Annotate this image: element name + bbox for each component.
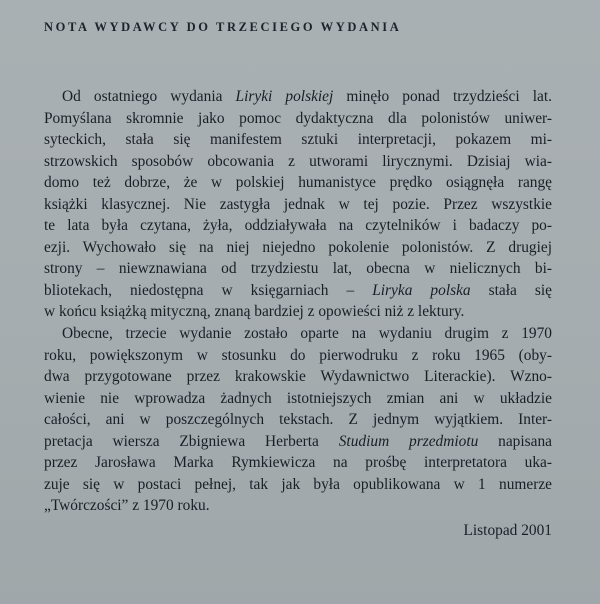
- poem-title: Studium przedmiotu: [338, 432, 479, 450]
- signature-date: Listopad 2001: [463, 521, 552, 539]
- text-line: ezji. Wychowało się na niej niejedno pokolenie polonistów. Z drugiej: [44, 238, 552, 256]
- text-line: roku, powiększonym w stosunku do pierwodruku z roku 1965 (oby-: [44, 346, 552, 364]
- text-line: w końcu książką mityczną, znaną bardziej z opowieści niż z lektury.: [44, 303, 465, 321]
- text-line: te lata była czytana, żyła, oddziaływała na czytelników i badaczy po-: [44, 217, 552, 235]
- text-line: Pomyślana skromnie jako pomoc dydaktyczna dla polonistów uniwer-: [44, 109, 552, 127]
- text-line: „Twórczości” z 1970 roku.: [44, 497, 210, 515]
- body-text: [44, 86, 552, 541]
- text-line: książki klasycznej. Nie zastygła jednak w tej pozie. Przez wszystkie: [44, 195, 552, 213]
- text-line: Obecne, trzecie wydanie zostało oparte na wydaniu drugim z 1970: [62, 325, 552, 343]
- text-line: przez Jarosława Marka Rymkiewicza na prośbę interpretatora uka-: [44, 454, 552, 472]
- text-line: strony – niewznawiana od trzydziestu lat, obecna w nielicznych bi-: [44, 260, 552, 278]
- text-line: strzowskich sposobów obcowania z utworami lirycznymi. Dzisiaj wia-: [44, 152, 552, 170]
- text-line: pretacja wiersza Zbigniewa Herberta Studium przedmiotu napisana: [44, 432, 552, 450]
- text-line: syteckich, stała się manifestem sztuki interpretacji, pokazem mi-: [44, 131, 552, 149]
- text-line: wienie nie wprowadza żadnych istotniejszych zmian ani w układzie: [44, 389, 552, 407]
- text-line: całości, ani w poszczególnych tekstach. Z jednym wyjątkiem. Inter-: [44, 411, 552, 429]
- paragraph-2: [44, 323, 552, 517]
- book-title: Liryki polskiej: [235, 88, 334, 105]
- text-line: bliotekach, niedostępna w księgarniach – Liryka polska stała się: [44, 281, 552, 299]
- book-title: Liryka polska: [372, 281, 471, 299]
- paragraph-1: [44, 86, 552, 323]
- text-line: Od ostatniego wydania Liryki polskiej minęło ponad trzydzieści lat.: [62, 88, 552, 105]
- page-heading: NOTA WYDAWCY DO TRZECIEGO WYDANIA: [44, 20, 402, 34]
- text-line: dwa przygotowane przez krakowskie Wydawnictwo Literackie). Wzno-: [44, 368, 552, 386]
- text-line: zuje się w postaci pełnej, tak jak była opublikowana w 1 numerze: [44, 475, 552, 493]
- text-line: domo też dobrze, że w polskiej humanistyce prędko osiągnęła rangę: [44, 174, 552, 192]
